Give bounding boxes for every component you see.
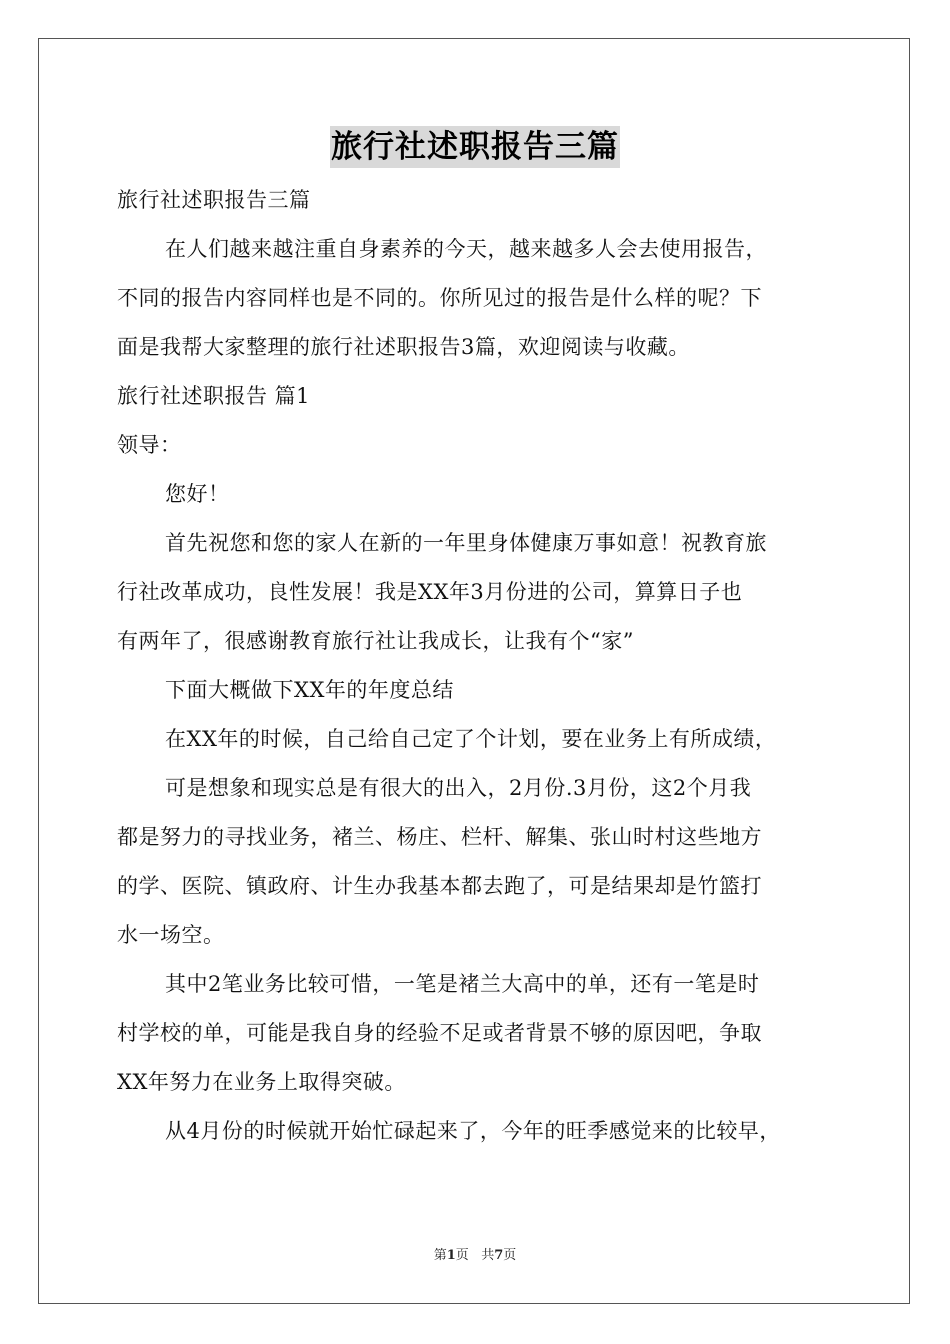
text-line: 您好！ [165,482,230,506]
text-line: 可是想象和现实总是有很大的出入，2月份.3月份，这2个月我 [165,776,752,800]
text-line: 领导： [117,433,182,457]
text-line: 在XX年的时候，自己给自己定了个计划，要在业务上有所成绩， [165,727,777,751]
text-line: 有两年了，很感谢教育旅行社让我成长，让我有个“家” [117,629,634,653]
text-line: 都是努力的寻找业务，褚兰、杨庄、栏杆、解集、张山时村这些地方 [117,825,762,849]
title-container [0,126,950,168]
document-title: 旅行社述职报告三篇 [330,126,620,168]
text-line: 在人们越来越注重自身素养的今天，越来越多人会去使用报告， [165,237,767,261]
footer-page-word: 页 [455,1248,469,1263]
total-pages-number: 7 [494,1248,504,1263]
current-page-number: 1 [446,1248,456,1263]
text-line: 其中2笔业务比较可惜，一笔是褚兰大高中的单，还有一笔是时 [165,972,760,996]
text-line: 行社改革成功，良性发展！我是XX年3月份进的公司，算算日子也 [117,580,743,604]
text-line: 不同的报告内容同样也是不同的。你所见过的报告是什么样的呢？下 [117,286,762,310]
text-line: 村学校的单，可能是我自身的经验不足或者背景不够的原因吧，争取 [117,1021,762,1045]
text-line: 下面大概做下XX年的年度总结 [165,678,454,702]
text-line: 水一场空。 [117,923,225,947]
document-body [117,176,837,1156]
page-footer [0,1244,950,1263]
text-line: 旅行社述职报告三篇 [117,188,311,212]
footer-total-prefix: 共 [481,1248,495,1263]
footer-total-suffix: 页 [503,1248,517,1263]
footer-prefix: 第 [433,1248,447,1263]
text-line: 面是我帮大家整理的旅行社述职报告3篇，欢迎阅读与收藏。 [117,335,690,359]
text-line: 的学、医院、镇政府、计生办我基本都去跑了，可是结果却是竹篮打 [117,874,762,898]
text-line: 从4月份的时候就开始忙碌起来了，今年的旺季感觉来的比较早， [165,1119,781,1143]
text-line: 首先祝您和您的家人在新的一年里身体健康万事如意！祝教育旅 [165,531,767,555]
text-line: 旅行社述职报告 篇1 [117,384,311,408]
text-line: XX年努力在业务上取得突破。 [117,1070,406,1094]
